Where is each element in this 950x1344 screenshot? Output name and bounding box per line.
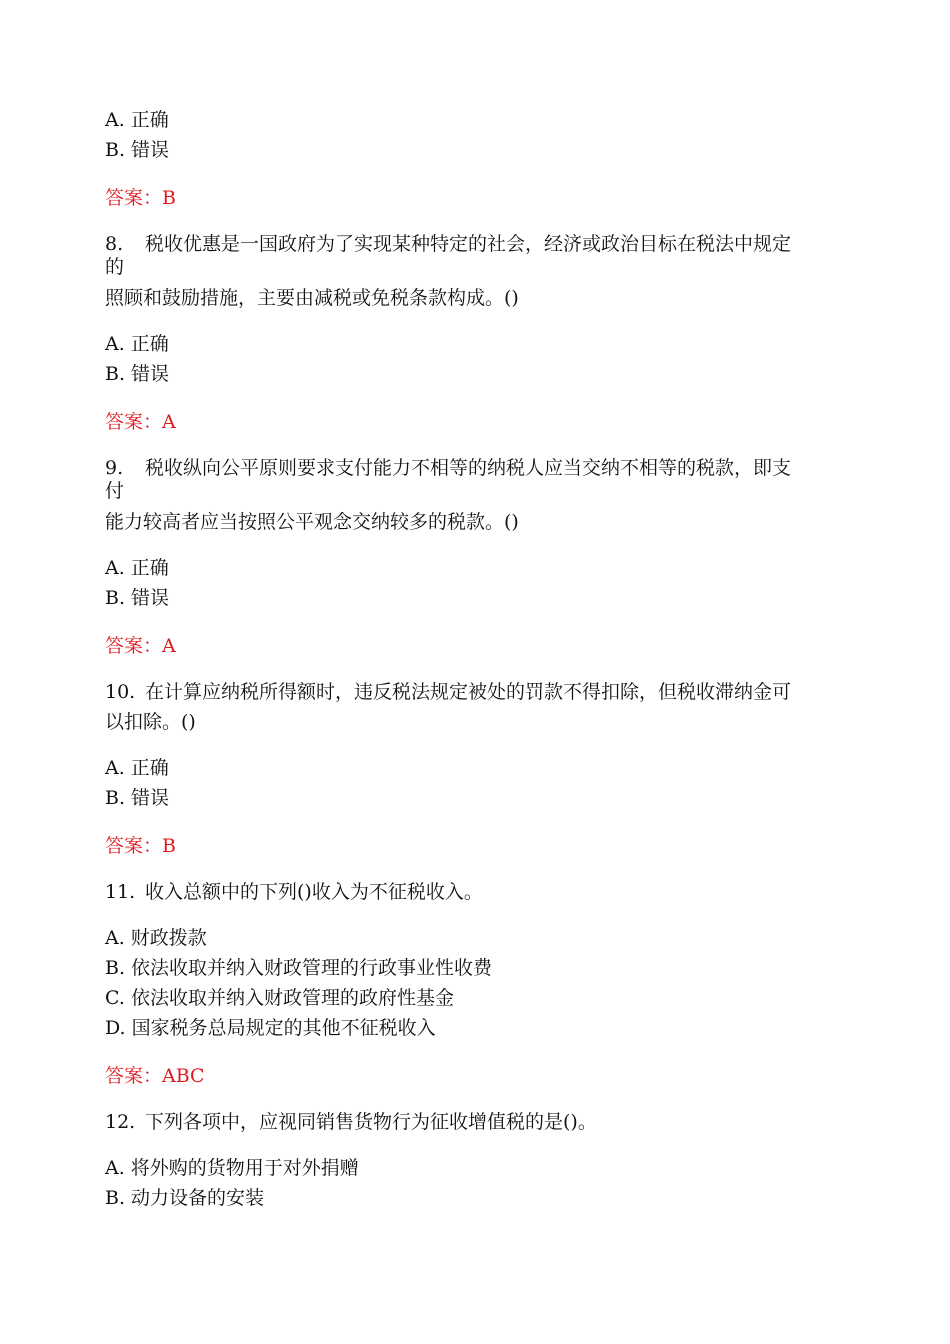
q8-number: 8. [105, 233, 124, 255]
q9-option-a: A. 正确 [105, 557, 169, 579]
q12-number: 12. [105, 1111, 136, 1133]
q8-option-a: A. 正确 [105, 333, 169, 355]
q12-text: 下列各项中，应视同销售货物行为征收增值税的是()。 [145, 1111, 597, 1133]
q11-option-a: A. 财政拨款 [105, 927, 207, 949]
q9-stem-line-1 [105, 456, 791, 480]
q8-stem-line-3: 照顾和鼓励措施，主要由减税或免税条款构成。() [105, 287, 519, 309]
q10-text: 在计算应纳税所得额时，违反税法规定被处的罚款不得扣除，但税收滞纳金可 [145, 681, 792, 703]
q11-stem-line-1 [105, 880, 483, 904]
q11-option-d: D. 国家税务总局规定的其他不征税收入 [105, 1017, 436, 1039]
q7-option-a: A. 正确 [105, 109, 169, 131]
q9-stem-line-3: 能力较高者应当按照公平观念交纳较多的税款。() [105, 511, 519, 533]
q10-option-b: B. 错误 [105, 787, 170, 809]
q12-option-b: B. 动力设备的安装 [105, 1187, 265, 1209]
q8-text: 税收优惠是一国政府为了实现某种特定的社会，经济或政治目标在税法中规定 [145, 233, 792, 255]
q10-stem-line-2: 以扣除。() [105, 711, 196, 733]
q11-answer: 答案：ABC [105, 1065, 205, 1087]
q8-stem-line-1 [105, 232, 791, 256]
q8-answer: 答案：A [105, 411, 176, 433]
q9-stem-line-2: 付 [105, 480, 125, 502]
q11-number: 11. [105, 881, 136, 903]
q7-answer: 答案：B [105, 187, 176, 209]
q8-stem-line-2: 的 [105, 256, 125, 278]
q11-text: 收入总额中的下列()收入为不征税收入。 [145, 881, 483, 903]
q11-option-c: C. 依法收取并纳入财政管理的政府性基金 [105, 987, 454, 1009]
q7-option-b: B. 错误 [105, 139, 170, 161]
q9-text: 税收纵向公平原则要求支付能力不相等的纳税人应当交纳不相等的税款，即支 [145, 457, 792, 479]
q10-stem-line-1 [105, 680, 791, 704]
q10-answer: 答案：B [105, 835, 176, 857]
q12-stem-line-1 [105, 1110, 597, 1134]
q9-answer: 答案：A [105, 635, 176, 657]
q11-option-b: B. 依法收取并纳入财政管理的行政事业性收费 [105, 957, 493, 979]
q10-number: 10. [105, 681, 136, 703]
q12-option-a: A. 将外购的货物用于对外捐赠 [105, 1157, 359, 1179]
q10-option-a: A. 正确 [105, 757, 169, 779]
q9-option-b: B. 错误 [105, 587, 170, 609]
q8-option-b: B. 错误 [105, 363, 170, 385]
q9-number: 9. [105, 457, 124, 479]
